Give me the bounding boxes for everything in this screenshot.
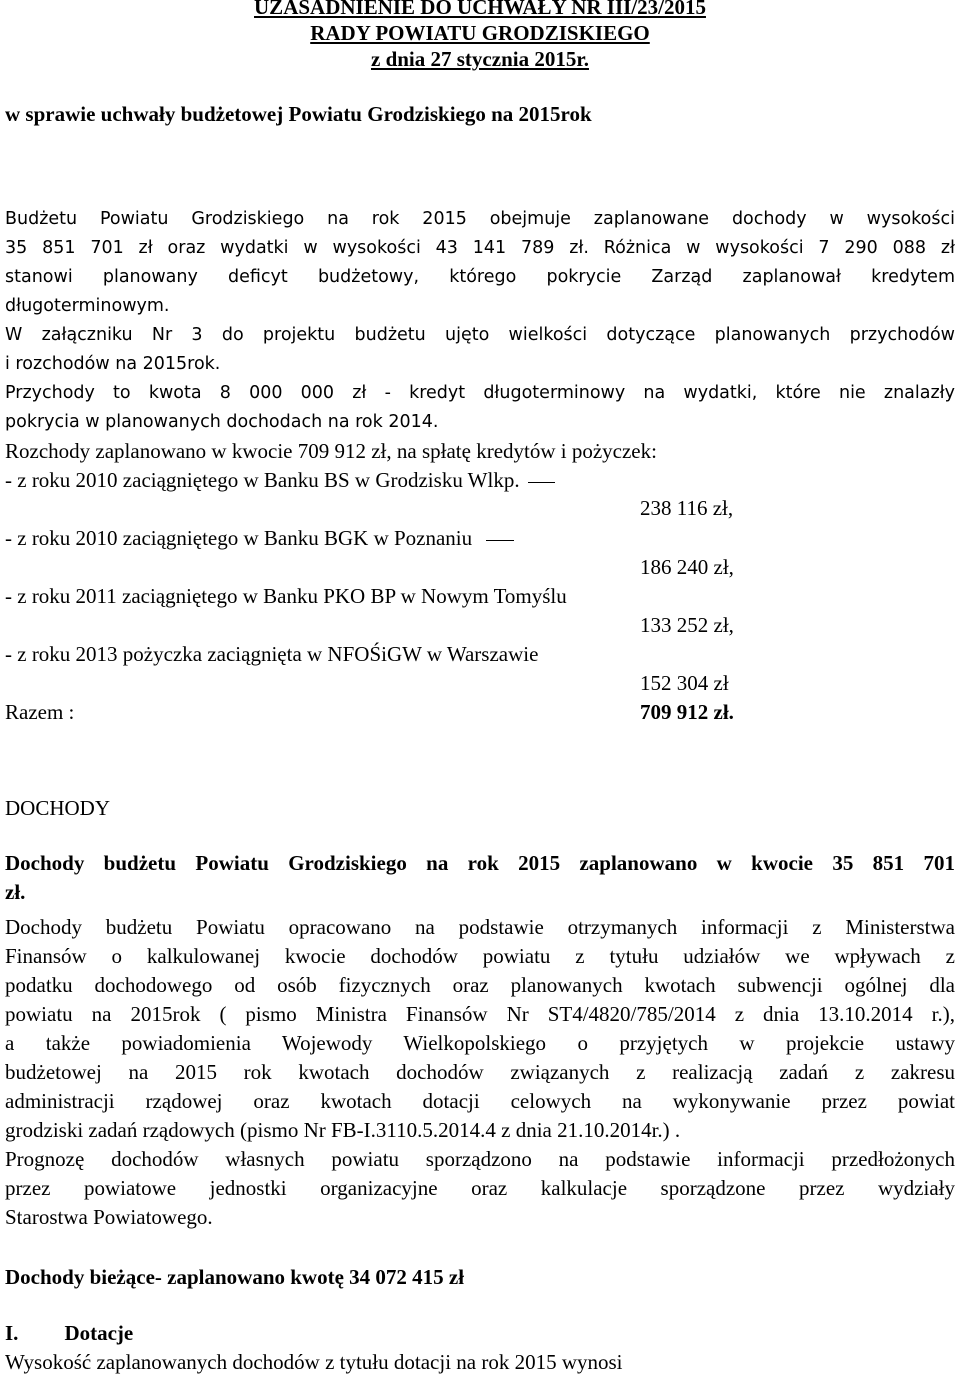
dochody-summary-line: Dochody budżetu Powiatu Grodziskiego na rok 2015 zaplanowano w kwocie 35 851 701 [5, 851, 955, 875]
dash-separator [486, 540, 514, 541]
rozchody-item-amount: 133 252 zł, [640, 613, 734, 637]
dochody-biezace: Dochody bieżące- zaplanowano kwotę 34 072 415 zł [5, 1265, 465, 1289]
dochody-para-line: budżetowej na 2015 rok kwotach dochodów związanych z realizacją zadań z zakresu [5, 1060, 955, 1084]
dochody-para-line: a także powiadomienia Wojewody Wielkopolskiego o przyjętych w projekcie ustawy [5, 1031, 955, 1055]
dash-separator [528, 482, 555, 483]
resolution-subject: w sprawie uchwały budżetowej Powiatu Grodziskiego na 2015rok [5, 102, 592, 126]
rozchody-intro: Rozchody zaplanowano w kwocie 709 912 zł, na spłatę kredytów i pożyczek: [5, 439, 657, 463]
dochody-para-line: Finansów o kalkulowanej kwocie dochodów powiatu z tytułu udziałów we wpływach z [5, 944, 955, 968]
total-amount: 709 912 zł. [640, 700, 734, 724]
total-label: Razem : [5, 700, 75, 724]
przychody-line: pokrycia w planowanych dochodach na rok 2014. [5, 412, 439, 432]
resolution-date: z dnia 27 stycznia 2015r. [371, 47, 589, 71]
dotacje-intro-line: Wysokość zaplanowanych dochodów z tytułu dotacji na rok 2015 wynosi [5, 1350, 623, 1374]
dochody-para-line: powiatu na 2015rok ( pismo Ministra Finansów Nr ST4/4820/785/2014 z dnia 13.10.2014 r.), [5, 1002, 955, 1026]
rozchody-item-amount: 152 304 zł [640, 671, 729, 695]
attachment-line: i rozchodów na 2015rok. [5, 354, 221, 374]
section-i-title: Dotacje [64, 1321, 134, 1345]
section-i-number: I. [5, 1321, 19, 1345]
resolution-title-line1: UZASADNIENIE DO UCHWAŁY NR III/23/2015 [254, 0, 706, 19]
section-i-heading [5, 1320, 133, 1346]
rozchody-item [5, 525, 514, 551]
rozchody-item [5, 467, 555, 493]
rozchody-item: - z roku 2013 pożyczka zaciągnięta w NFOŚiGW w Warszawie [5, 642, 539, 666]
resolution-title-line2: RADY POWIATU GRODZISKIEGO [310, 21, 650, 45]
intro-line: stanowi planowany deficyt budżetowy, którego pokrycie Zarząd zaplanował kredytem [5, 267, 955, 287]
dochody-para-line: administracji rządowej oraz kwotach dotacji celowych na wykonywanie przez powiat [5, 1089, 955, 1113]
prognoza-line: Prognozę dochodów własnych powiatu sporządzono na podstawie informacji przedłożonych [5, 1147, 955, 1171]
rozchody-item: - z roku 2011 zaciągniętego w Banku PKO BP w Nowym Tomyślu [5, 584, 567, 608]
intro-line: Budżetu Powiatu Grodziskiego na rok 2015 obejmuje zaplanowane dochody w wysokości [5, 209, 955, 229]
prognoza-line: przez powiatowe jednostki organizacyjne oraz kalkulacje sporządzone przez wydziały [5, 1176, 955, 1200]
dochody-para-line: grodziski zadań rządowych (pismo Nr FB-I.3110.5.2014.4 z dnia 21.10.2014r.) . [5, 1118, 681, 1142]
dochody-para-line: Dochody budżetu Powiatu opracowano na podstawie otrzymanych informacji z Ministerstwa [5, 915, 955, 939]
przychody-line: Przychody to kwota 8 000 000 zł - kredyt długoterminowy na wydatki, które nie znalazły [5, 383, 955, 403]
section-title-dochody: DOCHODY [5, 796, 110, 820]
intro-line: 35 851 701 zł oraz wydatki w wysokości 43 141 789 zł. Różnica w wysokości 7 290 088 zł [5, 238, 955, 258]
dochody-para-line: podatku dochodowego od osób fizycznych oraz planowanych kwotach subwencji ogólnej dla [5, 973, 955, 997]
attachment-line: W załączniku Nr 3 do projektu budżetu ujęto wielkości dotyczące planowanych przychodów [5, 325, 955, 345]
rozchody-item-text: - z roku 2010 zaciągniętego w Banku BS w Grodzisku Wlkp. [5, 468, 520, 492]
rozchody-item-text: - z roku 2010 zaciągniętego w Banku BGK w Poznaniu [5, 526, 473, 550]
rozchody-item-amount: 238 116 zł, [640, 496, 734, 520]
rozchody-item-amount: 186 240 zł, [640, 555, 734, 579]
intro-line: długoterminowym. [5, 296, 170, 316]
prognoza-line: Starostwa Powiatowego. [5, 1205, 213, 1229]
dochody-summary-line: zł. [5, 880, 26, 904]
